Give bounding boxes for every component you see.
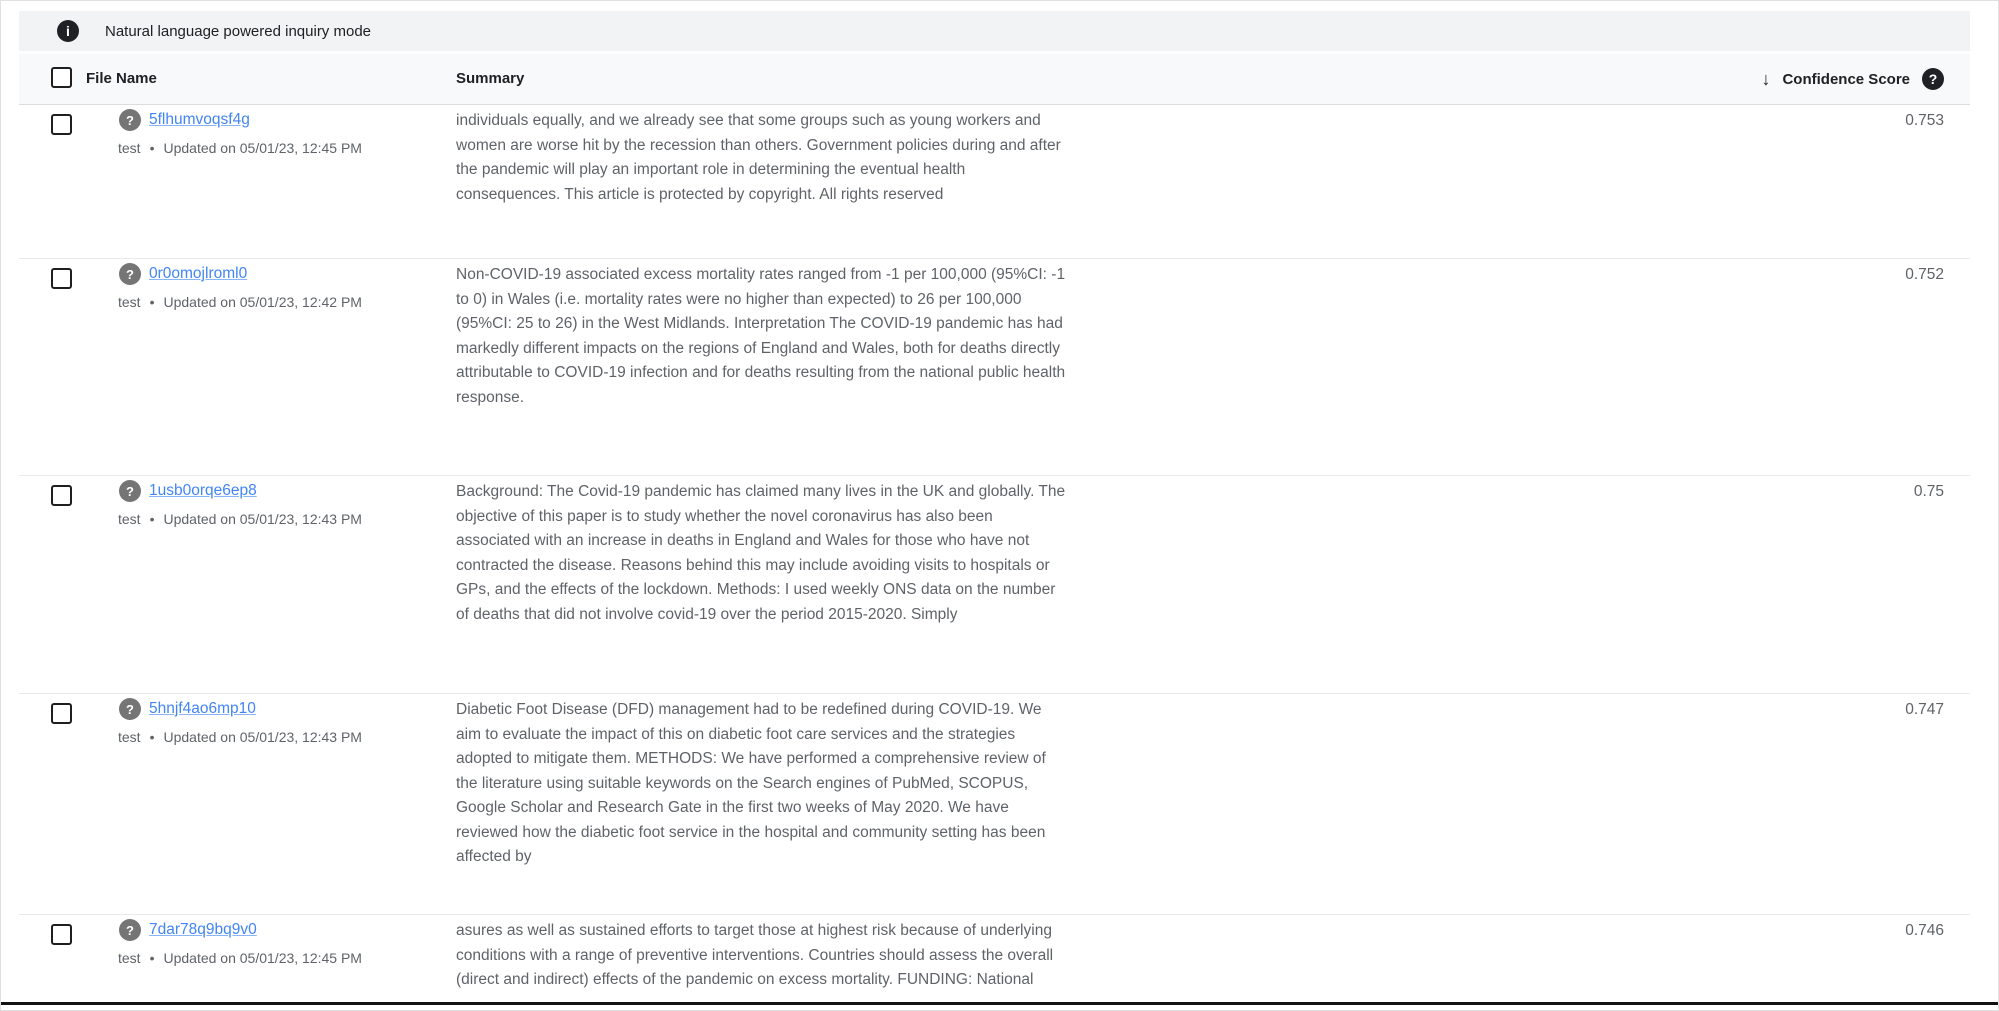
select-all-checkbox[interactable] — [51, 67, 72, 88]
row-checkbox-cell — [19, 263, 119, 475]
file-cell — [119, 480, 456, 693]
file-name-link[interactable]: 0r0omojlroml0 — [149, 265, 248, 282]
table-body — [19, 105, 1970, 1005]
confidence-score-label: Confidence Score — [1782, 70, 1910, 88]
file-meta — [118, 294, 456, 310]
row-checkbox[interactable] — [51, 268, 72, 289]
table-row — [19, 105, 1970, 259]
file-updated: Updated on 05/01/23, 12:45 PM — [163, 140, 362, 156]
confidence-score-value: 0.753 — [1905, 112, 1944, 129]
file-name-link[interactable]: 5flhumvoqsf4g — [149, 111, 250, 128]
column-header-file-name[interactable]: File Name — [86, 70, 157, 87]
confidence-score-value: 0.75 — [1913, 483, 1944, 500]
column-header-confidence[interactable] — [1761, 54, 1944, 104]
file-meta — [118, 511, 456, 527]
meta-separator: • — [149, 950, 155, 966]
confidence-score-value: 0.747 — [1905, 701, 1944, 718]
sort-descending-icon[interactable]: ↓ — [1761, 68, 1771, 89]
file-meta — [118, 140, 456, 156]
row-checkbox-cell — [19, 480, 119, 693]
file-updated: Updated on 05/01/23, 12:45 PM — [163, 950, 362, 966]
summary-text: individuals equally, and we already see that some groups such as young workers and women are worse hit by the recession than others. Government policies during and after the pandemic will play an important role in determining the eventual health consequences. This article is protected by copyright. All rights reserved — [456, 112, 1061, 203]
file-meta — [118, 950, 456, 966]
file-cell — [119, 698, 456, 914]
meta-separator: • — [149, 140, 155, 156]
table-row — [19, 259, 1970, 476]
file-updated: Updated on 05/01/23, 12:43 PM — [163, 511, 362, 527]
table-row — [19, 476, 1970, 694]
file-source: test — [118, 950, 141, 966]
file-help-icon[interactable]: ? — [119, 263, 141, 285]
file-cell — [119, 263, 456, 475]
file-name-link[interactable]: 1usb0orqe6ep8 — [149, 482, 257, 499]
info-icon: i — [57, 20, 79, 42]
meta-separator: • — [149, 729, 155, 745]
summary-text: Diabetic Foot Disease (DFD) management had to be redefined during COVID-19. We aim to evaluate the impact of this on diabetic foot care services and the strategies adopted to mitigate them. METHODS: We have performed a comprehensive review of the literature using suitable keywords on the Search engines of PubMed, SCOPUS, Google Scholar and Research Gate in the first two weeks of May 2020. We have reviewed how the diabetic foot service in the hospital and community setting has been affected by — [456, 701, 1046, 865]
file-source: test — [118, 294, 141, 310]
summary-text: Background: The Covid-19 pandemic has claimed many lives in the UK and globally. The objective of this paper is to study whether the novel coronavirus has also been associated with an increase in deaths in England and Wales for those who have not contracted the disease. Reasons behind this may include avoiding visits to hospitals or GPs, and the effects of the lockdown. Methods: I used weekly ONS data on the number of deaths that did not involve covid-19 over the period 2015-2020. Simply — [456, 483, 1066, 623]
row-checkbox[interactable] — [51, 924, 72, 945]
row-checkbox[interactable] — [51, 485, 72, 506]
summary-text: Non-COVID-19 associated excess mortality rates ranged from -1 per 100,000 (95%CI: -1 to 0) in Wales (i.e. mortality rates were no higher than expected) to 26 per 100,000 (95%CI: 25 to 26) in the West Midlands. Interpretation The COVID-19 pandemic has had markedly different impacts on the regions of England and Wales, both for deaths directly attributable to COVID-19 infection and for deaths resulting from the national public health response. — [456, 266, 1066, 406]
meta-separator: • — [149, 294, 155, 310]
file-source: test — [118, 729, 141, 745]
table-row — [19, 915, 1970, 1005]
file-name-link[interactable]: 5hnjf4ao6mp10 — [149, 700, 256, 717]
row-checkbox-cell — [19, 109, 119, 258]
file-help-icon[interactable]: ? — [119, 109, 141, 131]
file-help-icon[interactable]: ? — [119, 698, 141, 720]
confidence-score-value: 0.746 — [1905, 922, 1944, 939]
row-checkbox[interactable] — [51, 703, 72, 724]
file-source: test — [118, 140, 141, 156]
summary-text: asures as well as sustained efforts to target those at highest risk because of underlying conditions with a range of preventive interventions. Countries should assess the overall (direct and indirect) effects of the pandemic on excess mortality. FUNDING: National — [456, 922, 1054, 988]
file-source: test — [118, 511, 141, 527]
file-updated: Updated on 05/01/23, 12:43 PM — [163, 729, 362, 745]
file-cell — [119, 919, 456, 1005]
inquiry-mode-banner — [19, 11, 1970, 51]
table-content — [19, 11, 1970, 1005]
meta-separator: • — [149, 511, 155, 527]
row-checkbox-cell — [19, 919, 119, 1005]
file-meta — [118, 729, 456, 745]
file-updated: Updated on 05/01/23, 12:42 PM — [163, 294, 362, 310]
banner-text: Natural language powered inquiry mode — [105, 22, 372, 40]
table-row — [19, 694, 1970, 915]
file-help-icon[interactable]: ? — [119, 919, 141, 941]
file-name-link[interactable]: 7dar78q9bq9v0 — [149, 921, 257, 938]
table-bottom-divider — [1, 1002, 1999, 1005]
column-header-summary[interactable]: Summary — [456, 70, 525, 87]
file-cell — [119, 109, 456, 258]
confidence-score-value: 0.752 — [1905, 266, 1944, 283]
row-checkbox[interactable] — [51, 114, 72, 135]
help-icon[interactable]: ? — [1922, 68, 1944, 90]
table-header — [19, 54, 1970, 105]
row-checkbox-cell — [19, 698, 119, 914]
file-help-icon[interactable]: ? — [119, 480, 141, 502]
